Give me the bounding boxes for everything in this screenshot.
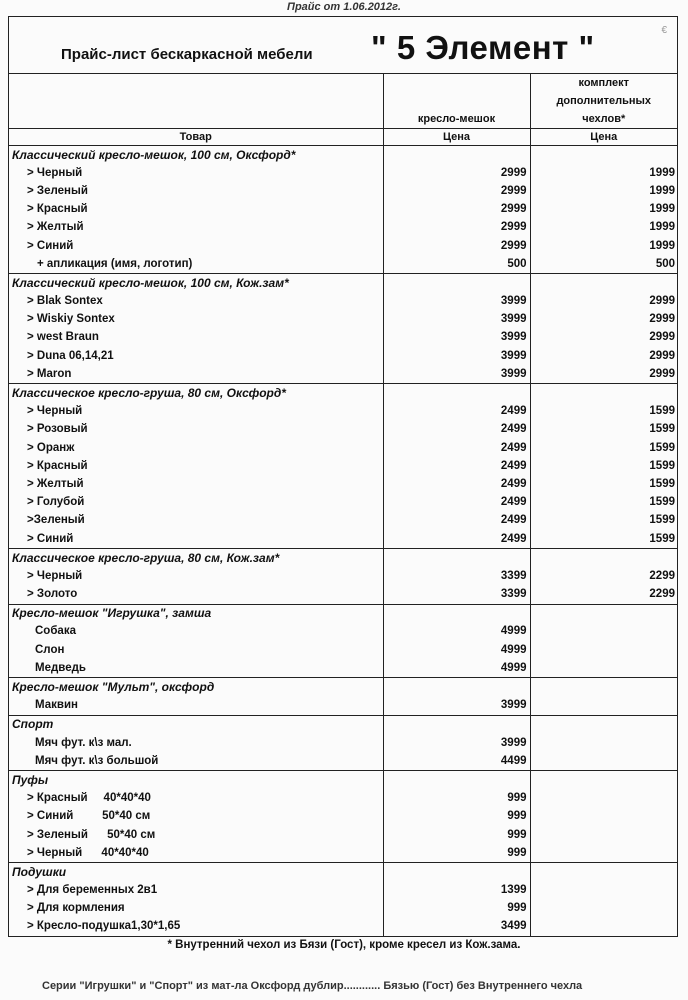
column-header-chair: кресло-мешок [383, 74, 530, 129]
covers-price [530, 659, 677, 678]
chair-price: 2499 [383, 530, 530, 549]
table-row [9, 457, 677, 475]
section-empty-cell [530, 274, 677, 293]
product-name: + апликация (имя, логотип) [37, 257, 193, 270]
table-row [9, 586, 677, 605]
section-empty-cell [530, 549, 677, 568]
table-subheader-row [9, 129, 677, 146]
chair-price: 3999 [383, 293, 530, 311]
covers-price: 1999 [530, 219, 677, 237]
covers-price [530, 918, 677, 937]
section-empty-cell [383, 678, 530, 697]
chair-price: 4999 [383, 623, 530, 641]
price-date: Прайс от 1.06.2012г. [287, 1, 401, 13]
section-title: Подушки [9, 863, 383, 882]
product-name: > Maron [27, 367, 72, 380]
covers-price [530, 641, 677, 659]
table-row [9, 808, 677, 826]
product-name: >Зеленый [27, 514, 85, 527]
chair-price: 999 [383, 790, 530, 808]
column-header-covers: комплект дополнительных чехлов* [530, 74, 677, 129]
chair-price: 2999 [383, 201, 530, 219]
covers-price [530, 808, 677, 826]
product-name: > Черный [27, 405, 83, 418]
section-header-row [9, 678, 677, 697]
product-name: > Кресло-подушка1,30*1,65 [9, 918, 383, 937]
chair-price: 2499 [383, 494, 530, 512]
product-name: > west Braun [27, 331, 99, 344]
chair-price: 3999 [383, 734, 530, 752]
table-row [9, 293, 677, 311]
table-row [9, 421, 677, 439]
product-name: > Красный [27, 203, 88, 216]
section-empty-cell [383, 604, 530, 623]
section-title: Классический кресло-мешок, 100 см, Оксфорд* [12, 147, 296, 162]
section-title: Классическое кресло-груша, 80 см, Кож.зам* [9, 549, 383, 568]
chair-price: 4999 [383, 641, 530, 659]
covers-price: 2999 [530, 365, 677, 384]
covers-price: 1599 [530, 421, 677, 439]
chair-price: 999 [383, 844, 530, 863]
product-name: Собака [35, 625, 76, 638]
chair-price: 2499 [383, 421, 530, 439]
table-row [9, 790, 677, 808]
product-name: > Розовый [27, 423, 88, 436]
brand-title: " 5 Элемент " [371, 29, 595, 66]
column-header-product: Товар [9, 129, 383, 146]
section-empty-cell [530, 678, 677, 697]
section-title: Кресло-мешок "Игрушка", замша [9, 604, 383, 623]
chair-price: 3999 [383, 697, 530, 716]
table-row [9, 182, 677, 200]
section-header-row [9, 715, 677, 734]
document-title: Прайс-лист бескаркасной мебели [61, 46, 313, 63]
product-name: > Для кормления [27, 902, 125, 915]
chair-price: 4999 [383, 659, 530, 678]
price-table [9, 74, 677, 937]
covers-price: 2299 [530, 586, 677, 605]
chair-price: 3999 [383, 329, 530, 347]
covers-price: 2299 [530, 567, 677, 585]
title-row [9, 17, 677, 74]
covers-price: 1999 [530, 182, 677, 200]
table-row [9, 641, 677, 659]
section-empty-cell [383, 146, 530, 165]
covers-price [530, 734, 677, 752]
chair-price: 2999 [383, 182, 530, 200]
product-name: > Blak Sontex [27, 295, 103, 308]
covers-price [530, 752, 677, 771]
product-name: > Золото [27, 588, 78, 601]
product-name: > Красный [27, 459, 88, 472]
table-row [9, 530, 677, 549]
section-header-row [9, 274, 677, 293]
product-name: > Черный [27, 166, 83, 179]
section-empty-cell [530, 384, 677, 403]
product-name: > Синий [27, 239, 74, 252]
product-name: > Синий 50*40 см [27, 810, 151, 823]
product-name: Слон [35, 643, 65, 656]
covers-price: 1599 [530, 403, 677, 421]
section-header-row [9, 384, 677, 403]
chair-price: 999 [383, 900, 530, 918]
chair-price: 500 [383, 255, 530, 274]
covers-price: 2999 [530, 311, 677, 329]
table-row [9, 844, 677, 863]
table-row [9, 219, 677, 237]
section-header-row [9, 146, 677, 165]
section-empty-cell [530, 771, 677, 790]
table-row [9, 311, 677, 329]
table-row [9, 900, 677, 918]
covers-price: 2999 [530, 347, 677, 365]
covers-price: 2999 [530, 293, 677, 311]
section-empty-cell [383, 549, 530, 568]
product-name: > Duna 06,14,21 [27, 349, 114, 362]
product-name: > Зеленый [27, 184, 88, 197]
product-name: > Оранж [27, 441, 75, 454]
section-empty-cell [383, 863, 530, 882]
column-header-price-2: Цена [530, 129, 677, 146]
product-name: > Зеленый 50*40 см [27, 828, 156, 841]
product-name: > Черный 40*40*40 [27, 846, 149, 859]
covers-price [530, 790, 677, 808]
table-row [9, 475, 677, 493]
table-row [9, 403, 677, 421]
table-row [9, 752, 677, 771]
covers-price [530, 826, 677, 844]
table-row [9, 567, 677, 585]
table-row [9, 734, 677, 752]
product-name: > Черный [27, 569, 83, 582]
section-empty-cell [383, 771, 530, 790]
product-name: > Wiskiy Sontex [27, 313, 115, 326]
table-row [9, 659, 677, 678]
table-row [9, 494, 677, 512]
covers-price: 1999 [530, 201, 677, 219]
covers-price: 2999 [530, 329, 677, 347]
table-row [9, 882, 677, 900]
chair-price: 2499 [383, 457, 530, 475]
chair-price: 3999 [383, 311, 530, 329]
table-row [9, 365, 677, 384]
chair-price: 2499 [383, 475, 530, 493]
chair-price: 2999 [383, 219, 530, 237]
covers-price: 1599 [530, 439, 677, 457]
section-title: Кресло-мешок "Мульт", оксфорд [9, 678, 383, 697]
table-row [9, 512, 677, 530]
covers-price [530, 623, 677, 641]
table-row [9, 918, 677, 937]
chair-price: 3399 [383, 586, 530, 605]
product-name: > Синий [27, 532, 74, 545]
chair-price: 2999 [383, 237, 530, 255]
column-header-price-1: Цена [383, 129, 530, 146]
chair-price: 2499 [383, 403, 530, 421]
table-row [9, 329, 677, 347]
covers-price [530, 882, 677, 900]
product-name: > Красный 40*40*40 [27, 792, 151, 805]
chair-price: 4499 [383, 752, 530, 771]
product-name: Маквин [35, 699, 78, 712]
chair-price: 3399 [383, 567, 530, 585]
section-header-row [9, 549, 677, 568]
section-empty-cell [383, 715, 530, 734]
product-name: > Желтый [27, 477, 84, 490]
section-empty-cell [383, 384, 530, 403]
section-header-row [9, 863, 677, 882]
section-empty-cell [530, 715, 677, 734]
table-row [9, 347, 677, 365]
covers-price [530, 697, 677, 716]
covers-price: 1999 [530, 237, 677, 255]
chair-price: 999 [383, 808, 530, 826]
section-empty-cell [530, 146, 677, 165]
table-row [9, 255, 677, 274]
section-title: Спорт [9, 715, 383, 734]
chair-price: 3999 [383, 365, 530, 384]
chair-price: 2499 [383, 439, 530, 457]
covers-price: 1599 [530, 512, 677, 530]
section-header-row [9, 771, 677, 790]
covers-price: 500 [530, 255, 677, 274]
section-title: Классическое кресло-груша, 80 см, Оксфорд* [9, 384, 383, 403]
footnote: * Внутренний чехол из Бязи (Гост), кроме кресел из Кож.зама. [167, 939, 521, 951]
bottom-note: Серии "Игрушки" и "Спорт" из мат-ла Оксфорд дублир............ Бязью (Гост) без Внутреннего чехла [42, 980, 583, 992]
section-empty-cell [383, 274, 530, 293]
product-name: Медведь [35, 661, 86, 674]
section-title: Пуфы [9, 771, 383, 790]
table-row [9, 439, 677, 457]
chair-price: 2499 [383, 512, 530, 530]
product-name: > Желтый [27, 221, 84, 234]
section-header-row [9, 604, 677, 623]
table-header-row [9, 74, 677, 129]
table-row [9, 237, 677, 255]
covers-price [530, 900, 677, 918]
product-name: > Голубой [27, 496, 85, 509]
price-sheet [8, 16, 678, 937]
product-name: Мяч фут. к\з большой [35, 754, 159, 767]
chair-price: 999 [383, 826, 530, 844]
section-empty-cell [530, 863, 677, 882]
covers-price: 1599 [530, 530, 677, 549]
chair-price: 1399 [383, 882, 530, 900]
table-row [9, 164, 677, 182]
covers-price [530, 844, 677, 863]
corner-mark: € [661, 25, 667, 36]
covers-price: 1599 [530, 475, 677, 493]
header-empty-cell [9, 74, 383, 129]
chair-price: 3999 [383, 347, 530, 365]
table-row [9, 697, 677, 716]
table-row [9, 201, 677, 219]
section-title: Классический кресло-мешок, 100 см, Кож.зам* [9, 274, 383, 293]
section-empty-cell [530, 604, 677, 623]
covers-price: 1599 [530, 457, 677, 475]
covers-price: 1999 [530, 164, 677, 182]
chair-price: 3499 [383, 918, 530, 937]
chair-price: 2999 [383, 164, 530, 182]
product-name: Мяч фут. к\з мал. [35, 736, 132, 749]
product-name: > Для беременных 2в1 [27, 884, 158, 897]
table-row [9, 623, 677, 641]
covers-price: 1599 [530, 494, 677, 512]
table-row [9, 826, 677, 844]
